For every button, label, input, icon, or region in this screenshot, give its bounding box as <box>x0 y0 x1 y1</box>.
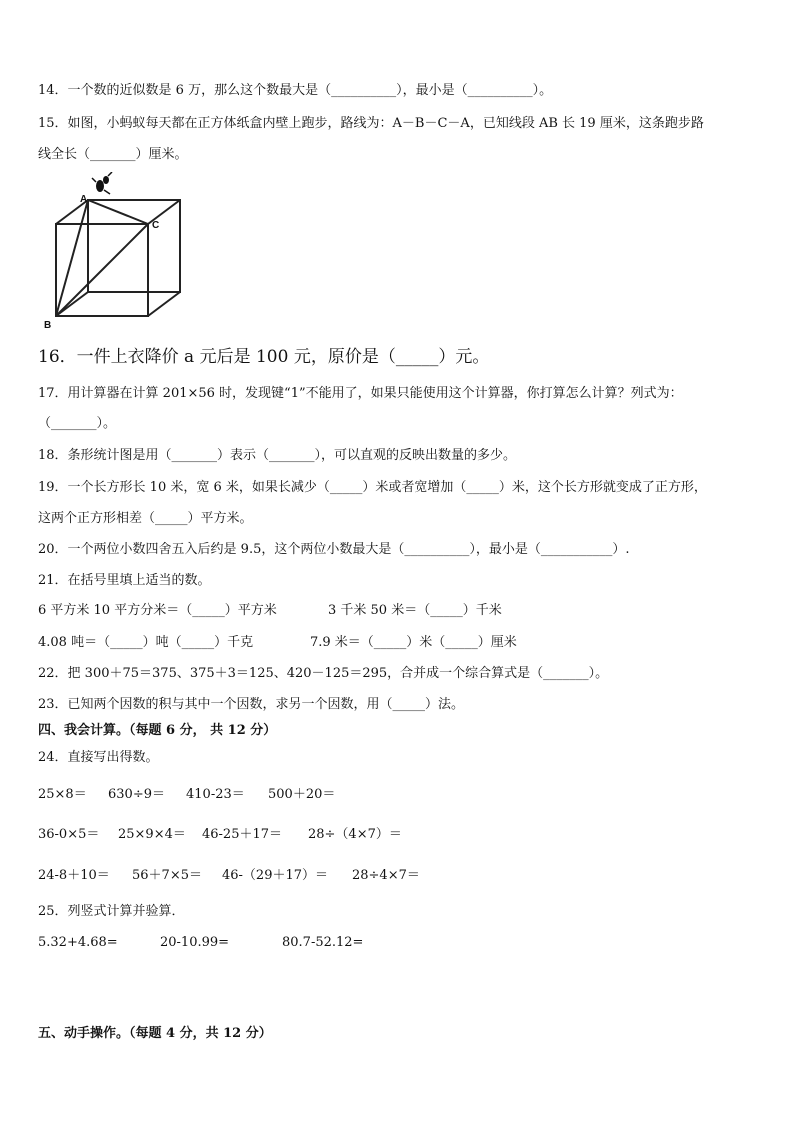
section-5-heading: 五、动手操作。（每题 4 分，共 12 分） <box>38 1026 272 1041</box>
question-25-title: 25．列竖式计算并验算． <box>38 904 185 919</box>
calc-item: 24-8＋10＝ <box>38 868 110 883</box>
question-17-line-2: （_______）。 <box>38 416 117 431</box>
calc-item: 20-10.99= <box>160 935 230 950</box>
calc-item: 80.7-52.12= <box>282 935 364 950</box>
question-17-line-1: 17．用计算器在计算 201×56 时，发现键“1”不能用了，如果只能使用这个计算器，你打算怎么计算？列式为： <box>38 386 683 401</box>
calc-item: 36-0×5＝ <box>38 827 100 842</box>
calc-item: 46-25＋17＝ <box>202 827 283 842</box>
vertex-label-c: C <box>152 220 160 231</box>
section-4-heading: 四、我会计算。（每题 6 分， 共 12 分） <box>38 723 277 738</box>
question-18: 18．条形统计图是用（_______）表示（_______），可以直观的反映出数量的多少。 <box>38 448 517 463</box>
question-20: 20．一个两位小数四舍五入后约是 9.5，这个两位小数最大是（__________），最小是（___________）. <box>38 542 630 557</box>
question-23: 23．已知两个因数的积与其中一个因数，求另一个因数，用（_____）法。 <box>38 697 465 712</box>
calc-item: 5.32+4.68= <box>38 935 118 950</box>
question-14: 14．一个数的近似数是 6 万，那么这个数最大是（__________），最小是（__________）。 <box>38 83 553 98</box>
question-21-title: 21．在括号里填上适当的数。 <box>38 573 211 588</box>
calc-item: 630÷9＝ <box>108 787 165 802</box>
calc-item: 410-23＝ <box>186 787 245 802</box>
question-19-line-2: 这两个正方形相差（_____）平方米。 <box>38 511 253 526</box>
vertex-label-a: A <box>80 194 88 205</box>
question-16: 16．一件上衣降价 a 元后是 100 元，原价是（_____）元。 <box>38 347 490 367</box>
calc-item: 500＋20＝ <box>268 787 336 802</box>
question-21-row-1 <box>38 601 764 621</box>
conversion-item: 3 千米 50 米＝（_____）千米 <box>328 603 502 618</box>
conversion-item: 6 平方米 10 平方分米＝（_____）平方米 <box>38 603 277 618</box>
calc-item: 25×8＝ <box>38 787 87 802</box>
question-15-line-2: 线全长（_______）厘米。 <box>38 147 188 162</box>
question-24-title: 24．直接写出得数。 <box>38 750 159 765</box>
ant-icon <box>92 172 112 194</box>
calc-row <box>38 825 764 845</box>
conversion-item: 4.08 吨＝（_____）吨（_____）千克 <box>38 635 254 650</box>
calc-item: 46-（29＋17）＝ <box>222 868 329 883</box>
calc-item: 28÷4×7＝ <box>352 868 420 883</box>
vertex-label-b: B <box>44 320 52 330</box>
question-15-line-1: 15．如图，小蚂蚁每天都在正方体纸盒内壁上跑步，路线为：A－B－C－A，已知线段 AB 长 19 厘米，这条跑步路 <box>38 116 704 131</box>
calc-item: 56＋7×5＝ <box>132 868 202 883</box>
question-21-row-2 <box>38 633 764 653</box>
question-19-line-1: 19．一个长方形长 10 米，宽 6 米，如果长减少（_____）米或者宽增加（_____）米，这个长方形就变成了正方形， <box>38 480 707 495</box>
vertical-calc-row <box>38 933 764 953</box>
cube-diagram <box>40 172 190 330</box>
calc-row <box>38 866 764 886</box>
question-22: 22．把 300＋75＝375、375＋3＝125、420－125＝295，合并成一个综合算式是（_______）。 <box>38 666 609 681</box>
cube-figure <box>40 172 190 330</box>
calc-row <box>38 785 764 805</box>
calc-item: 28÷（4×7）＝ <box>308 827 402 842</box>
conversion-item: 7.9 米＝（_____）米（_____）厘米 <box>310 635 517 650</box>
calc-item: 25×9×4＝ <box>118 827 186 842</box>
